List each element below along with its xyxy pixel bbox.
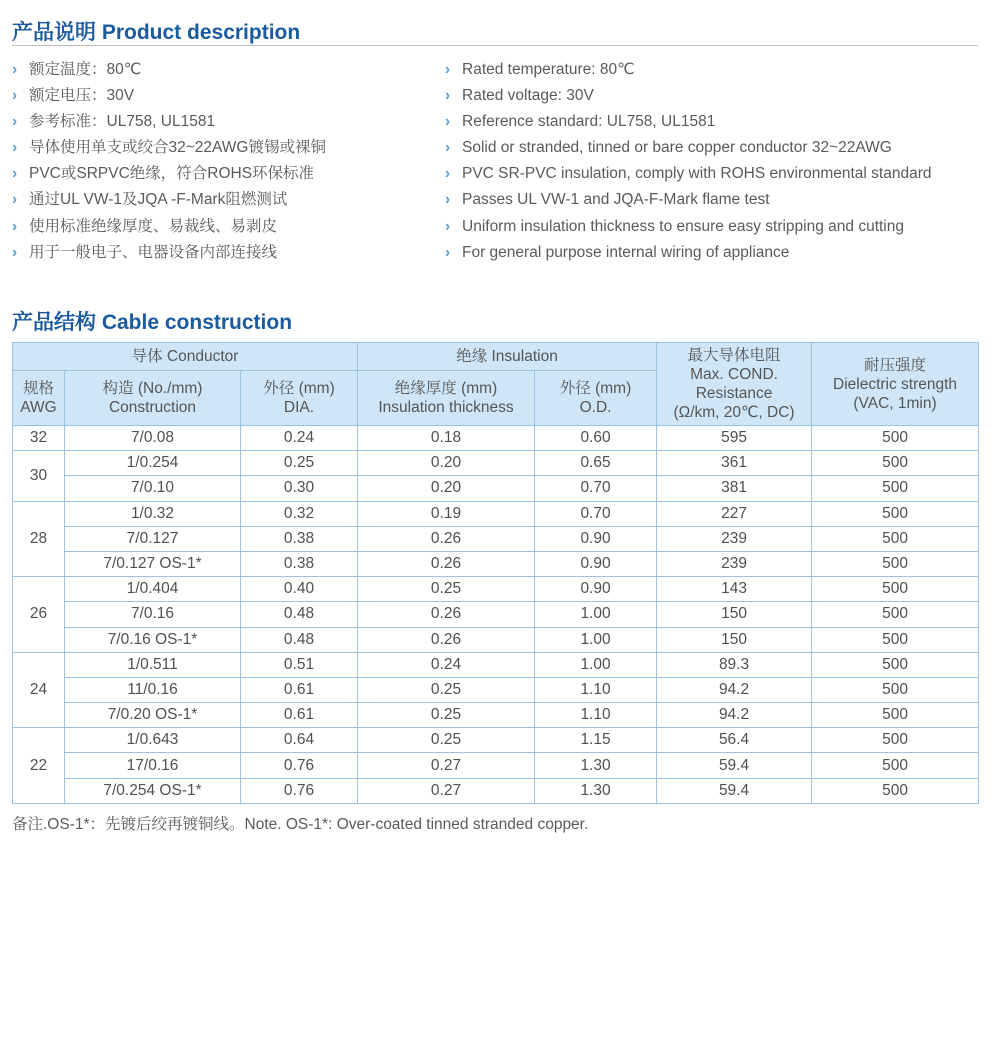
cell-dielectric: 500 — [812, 652, 979, 677]
header-resistance-en1: Max. COND. — [690, 366, 778, 383]
chevron-right-icon: › — [12, 139, 18, 157]
cell-resistance: 361 — [657, 451, 812, 476]
cell-awg: 30 — [13, 451, 65, 501]
list-item: › PVC或SRPVC绝缘，符合ROHS环保标准 — [12, 161, 326, 187]
cell-dia: 0.76 — [241, 753, 358, 778]
cell-dia: 0.48 — [241, 627, 358, 652]
table-row — [13, 451, 979, 476]
cell-od: 1.10 — [535, 703, 657, 728]
cell-thickness: 0.27 — [358, 778, 535, 803]
cell-resistance: 381 — [657, 476, 812, 501]
cell-thickness: 0.20 — [358, 451, 535, 476]
cell-construction: 1/0.32 — [65, 501, 241, 526]
cell-thickness: 0.25 — [358, 703, 535, 728]
cell-dielectric: 500 — [812, 526, 979, 551]
list-item: › Uniform insulation thickness to ensure easy stripping and cutting — [445, 214, 932, 240]
chevron-right-icon: › — [445, 139, 451, 157]
cell-resistance: 239 — [657, 526, 812, 551]
chevron-right-icon: › — [12, 113, 18, 131]
header-dielectric-unit: (VAC, 1min) — [853, 394, 937, 412]
cell-construction: 1/0.404 — [65, 577, 241, 602]
cell-dia: 0.61 — [241, 703, 358, 728]
cell-dielectric: 500 — [812, 703, 979, 728]
cell-dia: 0.64 — [241, 728, 358, 753]
cell-od: 0.90 — [535, 577, 657, 602]
cell-od: 1.00 — [535, 627, 657, 652]
footnote: 备注.OS-1*：先镀后绞再镀铜线。Note. OS-1*: Over-coated tinned stranded copper. — [12, 816, 589, 833]
cell-resistance: 59.4 — [657, 778, 812, 803]
cell-od: 1.10 — [535, 677, 657, 702]
cell-dielectric: 500 — [812, 627, 979, 652]
cell-dielectric: 500 — [812, 778, 979, 803]
cell-construction: 7/0.254 OS-1* — [65, 778, 241, 803]
header-awg: 规格 AWG — [13, 371, 65, 426]
table-row — [13, 476, 979, 501]
cell-od: 1.00 — [535, 602, 657, 627]
description-list-cn — [12, 57, 326, 266]
chevron-right-icon: › — [12, 61, 18, 78]
cell-dia: 0.76 — [241, 778, 358, 803]
cell-resistance: 56.4 — [657, 728, 812, 753]
cell-dia: 0.30 — [241, 476, 358, 501]
cell-dielectric: 500 — [812, 426, 979, 451]
cell-od: 1.00 — [535, 652, 657, 677]
header-dielectric — [812, 343, 979, 426]
cell-od: 1.30 — [535, 753, 657, 778]
header-dia: 外径 (mm) DIA. — [241, 371, 358, 426]
cell-thickness: 0.25 — [358, 577, 535, 602]
list-item: › 导体使用单支或绞合32~22AWG镀锡或裸铜 — [12, 135, 326, 161]
cell-dielectric: 500 — [812, 476, 979, 501]
cell-construction: 1/0.254 — [65, 451, 241, 476]
list-item: › Rated voltage: 30V — [445, 83, 932, 109]
list-item: › 用于一般电子、电器设备内部连接线 — [12, 240, 326, 266]
cell-thickness: 0.26 — [358, 627, 535, 652]
chevron-right-icon: › — [445, 243, 451, 261]
cell-resistance: 94.2 — [657, 677, 812, 702]
table-row — [13, 652, 979, 677]
header-construction: 构造 (No./mm) Construction — [65, 371, 241, 426]
cell-awg: 22 — [13, 728, 65, 804]
header-insulation: 绝缘 Insulation — [358, 343, 657, 371]
table-row — [13, 526, 979, 551]
cell-construction: 7/0.08 — [65, 426, 241, 451]
cell-thickness: 0.20 — [358, 476, 535, 501]
cable-construction-title: 产品结构 Cable construction — [12, 311, 293, 334]
cell-resistance: 89.3 — [657, 652, 812, 677]
chevron-right-icon: › — [12, 217, 18, 235]
cable-construction-table — [12, 342, 979, 804]
chevron-right-icon: › — [12, 87, 18, 105]
chevron-right-icon: › — [445, 61, 451, 78]
cell-od: 1.30 — [535, 778, 657, 803]
list-item: › Rated temperature: 80℃ — [445, 57, 932, 83]
cell-construction: 11/0.16 — [65, 677, 241, 702]
cell-thickness: 0.26 — [358, 602, 535, 627]
cell-thickness: 0.25 — [358, 677, 535, 702]
header-od: 外径 (mm) O.D. — [535, 371, 657, 426]
cell-od: 0.90 — [535, 551, 657, 576]
header-dielectric-en: Dielectric strength — [833, 375, 958, 393]
header-thickness: 绝缘厚度 (mm) Insulation thickness — [358, 371, 535, 426]
list-item: › 通过UL VW-1及JQA -F-Mark阻燃测试 — [12, 187, 326, 213]
product-description-title: 产品说明 Product description — [12, 21, 301, 44]
cell-dielectric: 500 — [812, 602, 979, 627]
table-row — [13, 602, 979, 627]
list-item: › Solid or stranded, tinned or bare copper conductor 32~22AWG — [445, 135, 932, 161]
cell-resistance: 94.2 — [657, 703, 812, 728]
cell-resistance: 150 — [657, 627, 812, 652]
list-item: › PVC SR-PVC insulation, comply with ROHS environmental standard — [445, 161, 932, 187]
cell-dielectric: 500 — [812, 728, 979, 753]
list-item: › Passes UL VW-1 and JQA-F-Mark flame test — [445, 187, 932, 213]
chevron-right-icon: › — [445, 87, 451, 105]
list-item: › Reference standard: UL758, UL1581 — [445, 109, 932, 135]
cell-od: 1.15 — [535, 728, 657, 753]
cell-dielectric: 500 — [812, 753, 979, 778]
cell-resistance: 59.4 — [657, 753, 812, 778]
cell-thickness: 0.26 — [358, 551, 535, 576]
cell-thickness: 0.25 — [358, 728, 535, 753]
header-dielectric-cn: 耐压强度 — [864, 356, 927, 374]
cell-construction: 7/0.10 — [65, 476, 241, 501]
cell-resistance: 595 — [657, 426, 812, 451]
list-item: › For general purpose internal wiring of appliance — [445, 240, 932, 266]
chevron-right-icon: › — [445, 113, 451, 131]
cell-dia: 0.25 — [241, 451, 358, 476]
cell-construction: 7/0.127 OS-1* — [65, 551, 241, 576]
table-row — [13, 677, 979, 702]
cell-od: 0.90 — [535, 526, 657, 551]
table-row — [13, 703, 979, 728]
list-item: › 额定温度：80℃ — [12, 57, 326, 83]
chevron-right-icon: › — [445, 217, 451, 235]
header-resistance-cn: 最大导体电阻 — [687, 347, 781, 364]
cell-dia: 0.51 — [241, 652, 358, 677]
cell-construction: 7/0.127 — [65, 526, 241, 551]
list-item: › 额定电压：30V — [12, 83, 326, 109]
cell-construction: 17/0.16 — [65, 753, 241, 778]
cell-dia: 0.61 — [241, 677, 358, 702]
cell-dielectric: 500 — [812, 577, 979, 602]
cell-awg: 32 — [13, 426, 65, 451]
cell-od: 0.70 — [535, 476, 657, 501]
chevron-right-icon: › — [12, 165, 18, 183]
cell-dia: 0.24 — [241, 426, 358, 451]
header-resistance-en2: Resistance — [695, 385, 773, 402]
table-row — [13, 551, 979, 576]
chevron-right-icon: › — [12, 243, 18, 261]
cell-dia: 0.40 — [241, 577, 358, 602]
table-row — [13, 753, 979, 778]
header-resistance — [657, 343, 812, 426]
chevron-right-icon: › — [12, 191, 18, 209]
cell-thickness: 0.27 — [358, 753, 535, 778]
cell-awg: 28 — [13, 501, 65, 577]
cell-thickness: 0.26 — [358, 526, 535, 551]
chevron-right-icon: › — [445, 191, 451, 209]
table-row — [13, 501, 979, 526]
cell-dielectric: 500 — [812, 501, 979, 526]
description-list-en — [445, 57, 932, 266]
table-body — [13, 426, 979, 804]
cell-resistance: 143 — [657, 577, 812, 602]
cell-construction: 1/0.511 — [65, 652, 241, 677]
table-row — [13, 778, 979, 803]
table-row — [13, 728, 979, 753]
cell-od: 0.70 — [535, 501, 657, 526]
cell-resistance: 150 — [657, 602, 812, 627]
cell-dia: 0.32 — [241, 501, 358, 526]
cell-dia: 0.38 — [241, 526, 358, 551]
list-item: › 使用标准绝缘厚度、易裁线、易剥皮 — [12, 214, 326, 240]
header-conductor: 导体 Conductor — [13, 343, 358, 371]
cell-thickness: 0.19 — [358, 501, 535, 526]
cell-dielectric: 500 — [812, 551, 979, 576]
cell-resistance: 227 — [657, 501, 812, 526]
cell-thickness: 0.24 — [358, 652, 535, 677]
table-row — [13, 627, 979, 652]
chevron-right-icon: › — [445, 165, 451, 183]
section-divider — [12, 45, 978, 46]
cell-dielectric: 500 — [812, 677, 979, 702]
cell-dia: 0.48 — [241, 602, 358, 627]
table-row — [13, 577, 979, 602]
cell-construction: 1/0.643 — [65, 728, 241, 753]
table-row — [13, 426, 979, 451]
cell-construction: 7/0.20 OS-1* — [65, 703, 241, 728]
cell-od: 0.60 — [535, 426, 657, 451]
cell-od: 0.65 — [535, 451, 657, 476]
cell-awg: 26 — [13, 577, 65, 653]
cell-dielectric: 500 — [812, 451, 979, 476]
cell-construction: 7/0.16 — [65, 602, 241, 627]
cell-resistance: 239 — [657, 551, 812, 576]
cell-construction: 7/0.16 OS-1* — [65, 627, 241, 652]
cell-thickness: 0.18 — [358, 426, 535, 451]
list-item: › 参考标准：UL758, UL1581 — [12, 109, 326, 135]
header-resistance-unit: (Ω/km, 20℃, DC) — [673, 404, 795, 421]
cell-awg: 24 — [13, 652, 65, 728]
cell-dia: 0.38 — [241, 551, 358, 576]
